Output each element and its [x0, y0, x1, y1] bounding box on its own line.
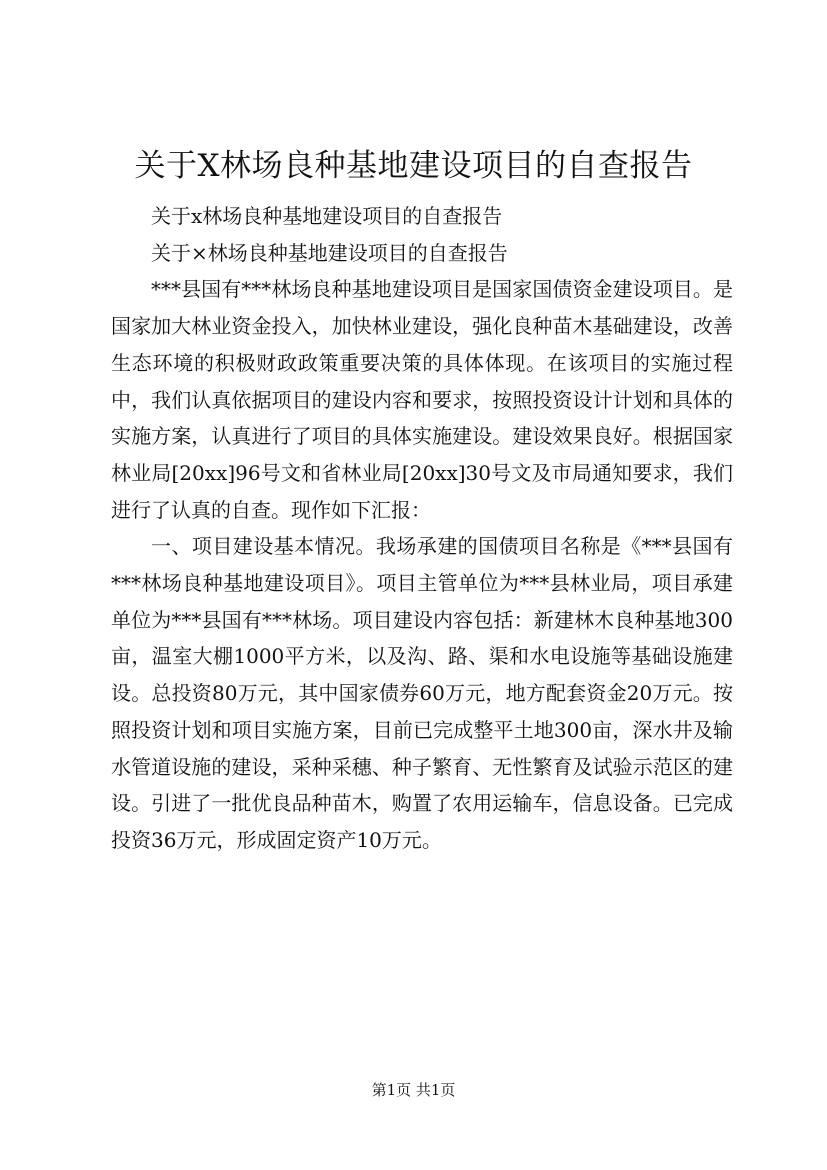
subtitle-line-2: 关于×林场良种基地建设项目的自查报告	[151, 240, 508, 265]
document-body	[111, 198, 733, 859]
subtitle-line-1: 关于x林场良种基地建设项目的自查报告	[151, 204, 503, 228]
document-title: 关于X林场良种基地建设项目的自查报告	[134, 148, 693, 184]
section-one-paragraph: 一、项目建设基本情况。我场承建的国债项目名称是《***县国有***林场良种基地建设项目》。项目主管单位为***县林业局，项目承建单位为***县国有***林场。项目建设内容包括：新建林木良种基地300亩，温室大棚1000平方米，以及沟、路、渠和水电设施等基础设施建设。总投资80万元，其中国家债券60万元，地方配套资金20万元。按照投资计划和项目实施方案，目前已完成整平土地300亩，深水井及输水管道设施的建设，采种采穗、种子繁育、无性繁育及试验示范区的建设。引进了一批优良品种苗木，购置了农用运输车，信息设备。已完成投资36万元，形成固定资产10万元。	[111, 534, 733, 852]
page-number-footer: 第1页 共1页	[371, 1081, 456, 1099]
intro-paragraph: ***县国有***林场良种基地建设项目是国家国债资金建设项目。是国家加大林业资金投入，加快林业建设，强化良种苗木基础建设，改善生态环境的积极财政政策重要决策的具体体现。在该项目的实施过程中，我们认真依据项目的建设内容和要求，按照投资设计计划和具体的实施方案，认真进行了项目的具体实施建设。建设效果良好。根据国家林业局[20xx]96号文和省林业局[20xx]30号文及市局通知要求，我们进行了认真的自查。现作如下汇报：	[111, 277, 733, 522]
